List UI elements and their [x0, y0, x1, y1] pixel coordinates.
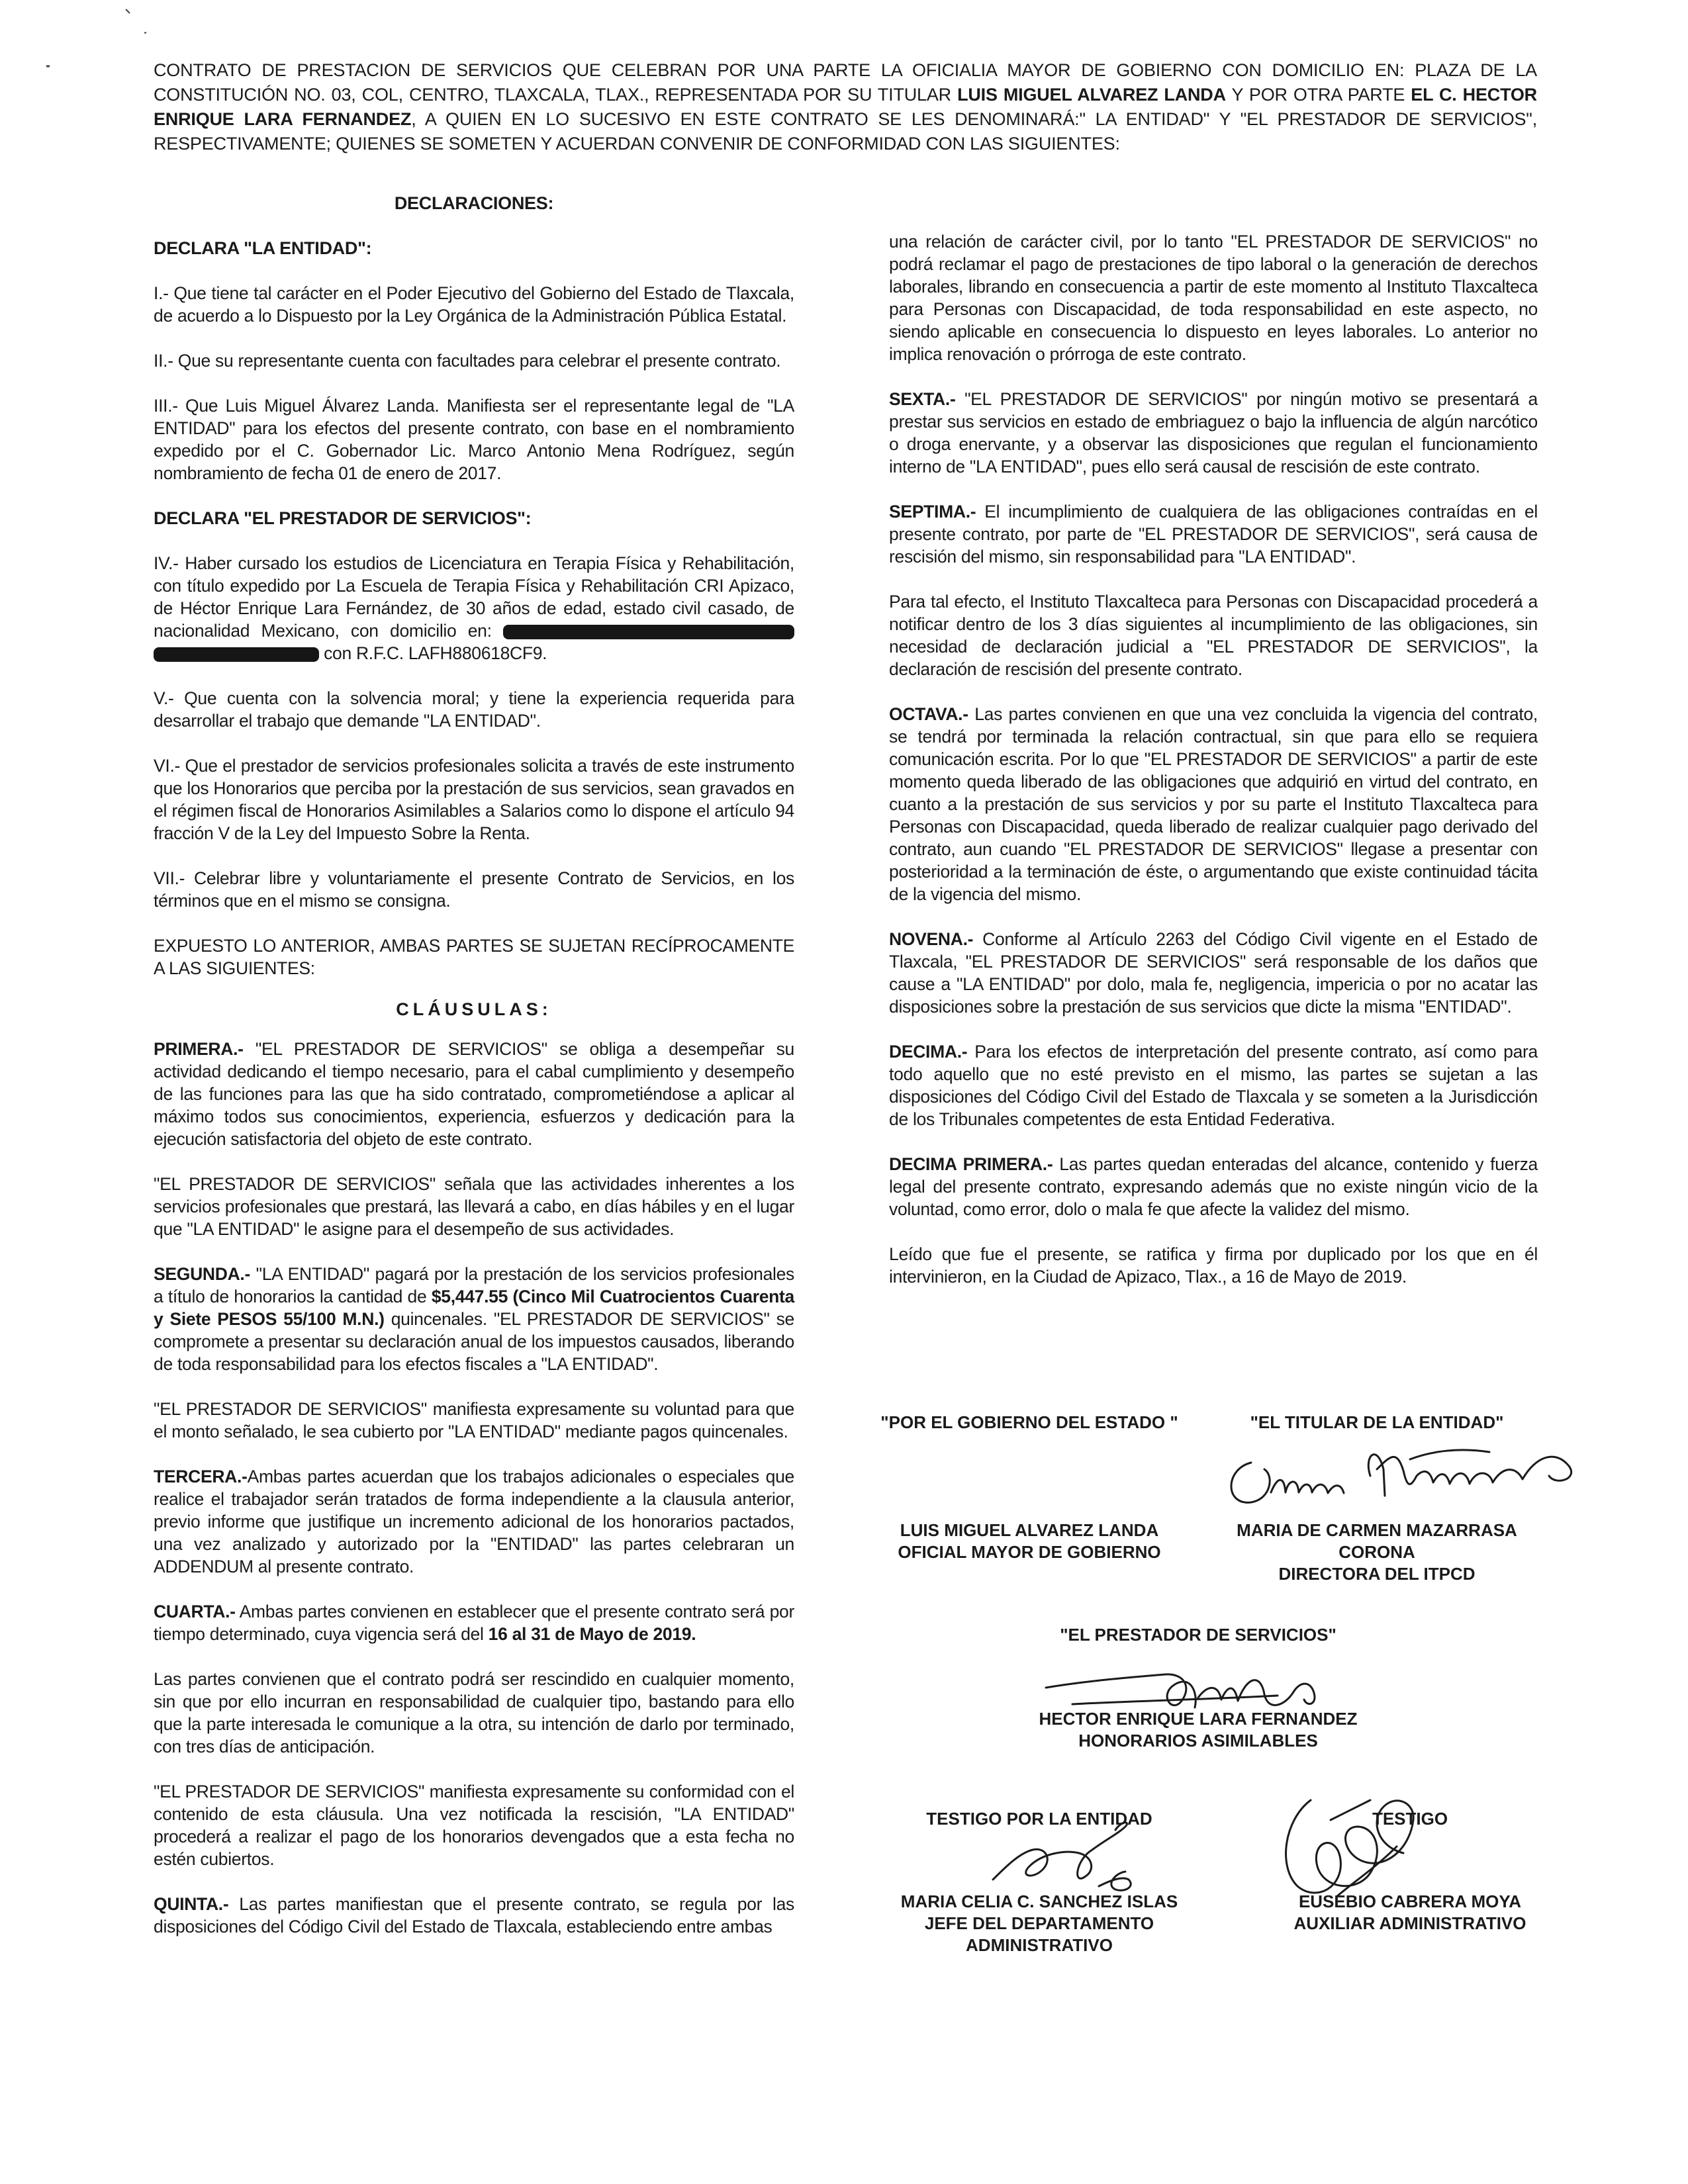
prestador-signature	[1033, 1648, 1364, 1721]
clausula-tercera-text: Ambas partes acuerdan que los trabajos adicionales o especiales que realice el trabajador serán tratados de forma independiente a la clausula anterior, previo informe que justifique un incremento adicional de los honorarios pactados, una vez analizado y autorizado por la "ENTIDAD" las partes celebraran un ADDENDUM al presente contrato.	[154, 1467, 794, 1576]
clausula-segunda-text: "LA ENTIDAD" pagará por la prestación de los servicios profesionales a título de honorarios la cantidad de	[154, 1264, 794, 1306]
left-column	[154, 192, 794, 1960]
clausula-decima	[889, 1040, 1538, 1130]
testigo1-title-2: ADMINISTRATIVO	[966, 1935, 1113, 1955]
clausula-decima-primera	[889, 1153, 1538, 1220]
clausula-quinta-text: Las partes manifiestan que el presente contrato, se regula por las disposiciones del Código Civil del Estado de Tlaxcala, estableciendo entre ambas	[154, 1894, 794, 1936]
clausula-segunda-text-2: quincenales. "EL PRESTADOR DE SERVICIOS" se compromete a presentar su declaración anual de los impuestos causados, liberando de toda responsabilidad para los efectos fiscales a "LA ENTIDAD".	[154, 1309, 794, 1374]
testigo2-title: AUXILIAR ADMINISTRATIVO	[1293, 1913, 1526, 1933]
prestador-header: "EL PRESTADOR DE SERVICIOS"	[1060, 1625, 1336, 1645]
declaracion-vi: VI.- Que el prestador de servicios profesionales solicita a través de este instrumento que los Honorarios que perciba por la prestación de sus servicios, sean gravados en el régimen fiscal de Honorarios Asimilables a Salarios como lo dispone el artículo 94 fracción V de la Ley del Impuesto Sobre la Renta.	[154, 756, 794, 843]
clausula-novena-label: NOVENA.-	[889, 929, 974, 949]
titular-signature	[1211, 1430, 1582, 1522]
declara-entidad-heading: DECLARA "LA ENTIDAD":	[154, 238, 372, 258]
right-column	[889, 230, 1538, 1310]
declaracion-v: V.- Que cuenta con la solvencia moral; y tiene la experiencia requerida para desarrollar el trabajo que demande "LA ENTIDAD".	[154, 688, 794, 731]
testigo2-header: TESTIGO	[1372, 1809, 1448, 1829]
clausula-decima-text: Para los efectos de interpretación del presente contrato, así como para todo aquello que no esté previsto en el mismo, las partes se sujetan a las disposiciones del Código Civil del Estado de Tlaxcala y se someten a la Jurisdicción de los Tribunales competentes de esta Entidad Federativa.	[889, 1042, 1538, 1129]
titular-title: DIRECTORA DEL ITPCD	[1278, 1564, 1476, 1584]
clausula-primera	[154, 1038, 794, 1150]
clausulas-heading: CLÁUSULAS:	[396, 999, 552, 1019]
clausula-sexta	[889, 388, 1538, 478]
titular-header: "EL TITULAR DE LA ENTIDAD"	[1250, 1412, 1504, 1432]
declaracion-iii: III.- Que Luis Miguel Álvarez Landa. Manifiesta ser el representante legal de "LA ENTIDAD" para los efectos del presente contrato, con base en el nombramiento expedido por el C. Gobernador Lic. Marco Antonio Mena Rodríguez, según nombramiento de fecha 01 de enero de 2017.	[154, 396, 794, 483]
clausula-quinta-label: QUINTA.-	[154, 1894, 229, 1914]
testigo1-signature	[980, 1813, 1178, 1906]
clausula-quinta-cont: una relación de carácter civil, por lo tanto "EL PRESTADOR DE SERVICIOS" no podrá reclamar el pago de prestaciones de tipo laboral o la generación de derechos laborales, librando en consecuencia a partir de este momento al Instituto Tlaxcalteca para Personas con Discapacidad, de toda responsabilidad en este aspecto, no siendo aplicable en consecuencia lo dispuesto en leyes laborales. Lo anterior no implica renovación o prórroga de este contrato.	[889, 232, 1538, 364]
clausula-primera-label: PRIMERA.-	[154, 1039, 244, 1059]
gobierno-name: LUIS MIGUEL ALVAREZ LANDA	[900, 1520, 1159, 1540]
prestador-title: HONORARIOS ASIMILABLES	[1078, 1731, 1318, 1751]
testigo1-header: TESTIGO POR LA ENTIDAD	[926, 1809, 1152, 1829]
intro-text-1: CONTRATO DE PRESTACION DE SERVICIOS QUE CELEBRAN POR UNA PARTE LA OFICIALIA MAYOR DE GOBIERNO CON DOMICILIO EN: PLAZA DE LA CONSTITUCIÓN NO. 03, COL, CENTRO, TLAXCALA, TLAX., REPRESENTADA POR SU TITULAR	[154, 60, 1537, 105]
scan-mark	[0, 0, 172, 73]
declaracion-iv	[154, 552, 794, 664]
testigo1-name: MARIA CELIA C. SANCHEZ ISLAS	[900, 1891, 1178, 1911]
clausula-cuarta-label: CUARTA.-	[154, 1602, 236, 1621]
redacted-address-2	[154, 647, 319, 662]
declara-prestador-heading: DECLARA "EL PRESTADOR DE SERVICIOS":	[154, 508, 532, 528]
clausula-decima-primera-text: Las partes quedan enteradas del alcance, contenido y fuerza legal del presente contrato, expresando además que no existe ningún vicio de la voluntad, como error, dolo o mala fe que afecte la validez del mismo.	[889, 1154, 1538, 1219]
titular-name-2: CORONA	[1338, 1542, 1415, 1562]
declaracion-ii: II.- Que su representante cuenta con facultades para celebrar el presente contrato.	[154, 351, 781, 371]
gobierno-title: OFICIAL MAYOR DE GOBIERNO	[898, 1542, 1161, 1562]
leido-text: Leído que fue el presente, se ratifica y firma por duplicado por los que en él intervinieron, en la Ciudad de Apizaco, Tlax., a 16 de Mayo de 2019.	[889, 1244, 1538, 1287]
titular-name: MARIA DE CARMEN MAZARRASA	[1237, 1520, 1517, 1540]
contract-dates: 16 al 31 de Mayo de 2019.	[488, 1624, 696, 1644]
intro-text-3: , A QUIEN EN LO SUCESIVO EN ESTE CONTRATO SE LES DENOMINARÁ:" LA ENTIDAD" Y "EL PRESTADOR DE SERVICIOS", RESPECTIVAMENTE; QUIENES SE SOMETEN Y ACUERDAN CONVENIR DE CONFORMIDAD CON LAS SIGUIENTES:	[154, 109, 1537, 154]
clausula-cuarta-text: Ambas partes convienen en establecer que el presente contrato será por tiempo determinado, cuya vigencia será del	[154, 1602, 794, 1644]
titular-name: LUIS MIGUEL ALVAREZ LANDA	[957, 85, 1226, 105]
clausula-cuarta-2: Las partes convienen que el contrato podrá ser rescindido en cualquier momento, sin que por ello incurran en responsabilidad de cualquier tipo, bastando para ello que la parte interesada le comunique a la otra, su intención de darlo por terminado, con tres días de anticipación.	[154, 1669, 794, 1756]
declaracion-i: I.- Que tiene tal carácter en el Poder Ejecutivo del Gobierno del Estado de Tlaxcala, de acuerdo a lo Dispuesto por la Ley Orgánica de la Administración Pública Estatal.	[154, 283, 794, 326]
prestador-name: HECTOR ENRIQUE LARA FERNANDEZ	[1039, 1709, 1358, 1729]
clausula-segunda-2: "EL PRESTADOR DE SERVICIOS" manifiesta expresamente su voluntad para que el monto señalado, le sea cubierto por "LA ENTIDAD" mediante pagos quincenales.	[154, 1399, 794, 1441]
gobierno-header: "POR EL GOBIERNO DEL ESTADO "	[880, 1412, 1178, 1432]
clausula-segunda-label: SEGUNDA.-	[154, 1264, 251, 1284]
clausula-octava-label: OCTAVA.-	[889, 704, 968, 724]
clausula-primera-2: "EL PRESTADOR DE SERVICIOS" señala que las actividades inherentes a los servicios profesionales que prestará, las llevará a cabo, en días hábiles y en el lugar que "LA ENTIDAD" le asigne para el desempeño de sus actividades.	[154, 1174, 794, 1239]
clausula-cuarta-3: "EL PRESTADOR DE SERVICIOS" manifiesta expresamente su conformidad con el contenido de esta cláusula. Una vez notificada la rescisión, "LA ENTIDAD" procederá a realizar el pago de los honorarios devengados que a esta fecha no estén cubiertos.	[154, 1782, 794, 1869]
clausula-quinta	[154, 1893, 794, 1938]
testigo2-name: EUSEBIO CABRERA MOYA	[1298, 1891, 1522, 1911]
clausula-septima-label: SEPTIMA.-	[889, 502, 976, 522]
clausula-decima-label: DECIMA.-	[889, 1042, 968, 1062]
clausula-primera-text: "EL PRESTADOR DE SERVICIOS" se obliga a desempeñar su actividad dedicando el tiempo necesario, para el cabal cumplimiento y desempeño de las funciones para las que ha sido contratado, comprometiéndose a aplicar al máximo todos sus conocimientos, experiencia, esfuerzos y dedicación para la ejecución satisfactoria del objeto de este contrato.	[154, 1039, 794, 1149]
clausula-tercera-label: TERCERA.-	[154, 1467, 248, 1486]
clausula-septima-text: El incumplimiento de cualquiera de las obligaciones contraídas en el presente contrato, por parte de "EL PRESTADOR DE SERVICIOS", será causa de rescisión del mismo, sin responsabilidad para "LA ENTIDAD".	[889, 502, 1538, 567]
declaraciones-heading: DECLARACIONES:	[394, 193, 554, 213]
clausula-segunda	[154, 1263, 794, 1375]
declaracion-iv-text: IV.- Haber cursado los estudios de Licenciatura en Terapia Física y Rehabilitación, con título expedido por La Escuela de Terapia Física y Rehabilitación CRI Apizaco, de Héctor Enrique Lara Fernández, de 30 años de edad, estado civil casado, de nacionalidad Mexicano, con domicilio en:	[154, 553, 794, 641]
clausula-tercera	[154, 1465, 794, 1578]
clausula-novena	[889, 928, 1538, 1018]
contract-intro	[154, 58, 1537, 156]
declaracion-iv-rfc: con R.F.C. LAFH880618CF9.	[324, 643, 547, 663]
clausula-septima	[889, 500, 1538, 568]
clausula-octava	[889, 703, 1538, 905]
clausula-decima-primera-label: DECIMA PRIMERA.-	[889, 1154, 1053, 1174]
testigo2-signature	[1271, 1780, 1443, 1913]
clausula-septima-2: Para tal efecto, el Instituto Tlaxcalteca para Personas con Discapacidad procederá a notificar dentro de los 3 días siguientes al incumplimiento de las obligaciones, sin necesidad de declaración judicial a "EL PRESTADOR DE SERVICIOS", la declaración de rescisión del presente contrato.	[889, 592, 1538, 679]
clausula-sexta-text: "EL PRESTADOR DE SERVICIOS" por ningún motivo se presentará a prestar sus servicios en estado de embriaguez o bajo la influencia de algún narcótico o droga enervante, y a observar las disposiciones que regulan el funcionamiento interno de "LA ENTIDAD", pues ello será causal de rescisión de este contrato.	[889, 389, 1538, 477]
payment-amount: $5,447.55 (Cinco Mil Cuatrocientos Cuarenta y Siete PESOS 55/100 M.N.)	[154, 1287, 794, 1329]
intro-text-2: Y POR OTRA PARTE	[1225, 85, 1411, 105]
testigo1-title: JEFE DEL DEPARTAMENTO	[924, 1913, 1154, 1933]
clausula-octava-text: Las partes convienen en que una vez concluida la vigencia del contrato, se tendrá por terminada la relación contractual, sin que para ello se requiera comunicación escrita. Por lo que "EL PRESTADOR DE SERVICIOS" a partir de este momento queda liberado de las obligaciones que adquirió en virtud del contrato, en cuanto a la prestación de sus servicios y por su parte el Instituto Tlaxcalteca para Personas con Discapacidad, queda liberado de realizar cualquier pago derivado del contrato, aun cuando "EL PRESTADOR DE SERVICIOS" llegase a presentar con posterioridad a la terminación de éste, o argumentando que existe continuidad tácita de la vigencia del mismo.	[889, 704, 1538, 904]
clausula-sexta-label: SEXTA.-	[889, 389, 956, 409]
signature-gobierno	[880, 1412, 1178, 1563]
declaracion-vii: VII.- Celebrar libre y voluntariamente el presente Contrato de Servicios, en los términos que en el mismo se consigna.	[154, 868, 794, 911]
clausula-cuarta	[154, 1600, 794, 1645]
redacted-address	[503, 625, 794, 639]
clausula-novena-text: Conforme al Artículo 2263 del Código Civil vigente en el Estado de Tlaxcala, "EL PRESTADOR DE SERVICIOS" será responsable de los daños que cause a "LA ENTIDAD" por dolo, mala fe, negligencia, impericia o por no acatar las disposiciones sobre la prestación de sus servicios que dicte la misma "ENTIDAD".	[889, 929, 1538, 1017]
expuesto-text: EXPUESTO LO ANTERIOR, AMBAS PARTES SE SUJETAN RECÍPROCAMENTE A LAS SIGUIENTES:	[154, 936, 794, 978]
prestador-name: EL C. HECTOR ENRIQUE LARA FERNANDEZ	[154, 85, 1537, 129]
